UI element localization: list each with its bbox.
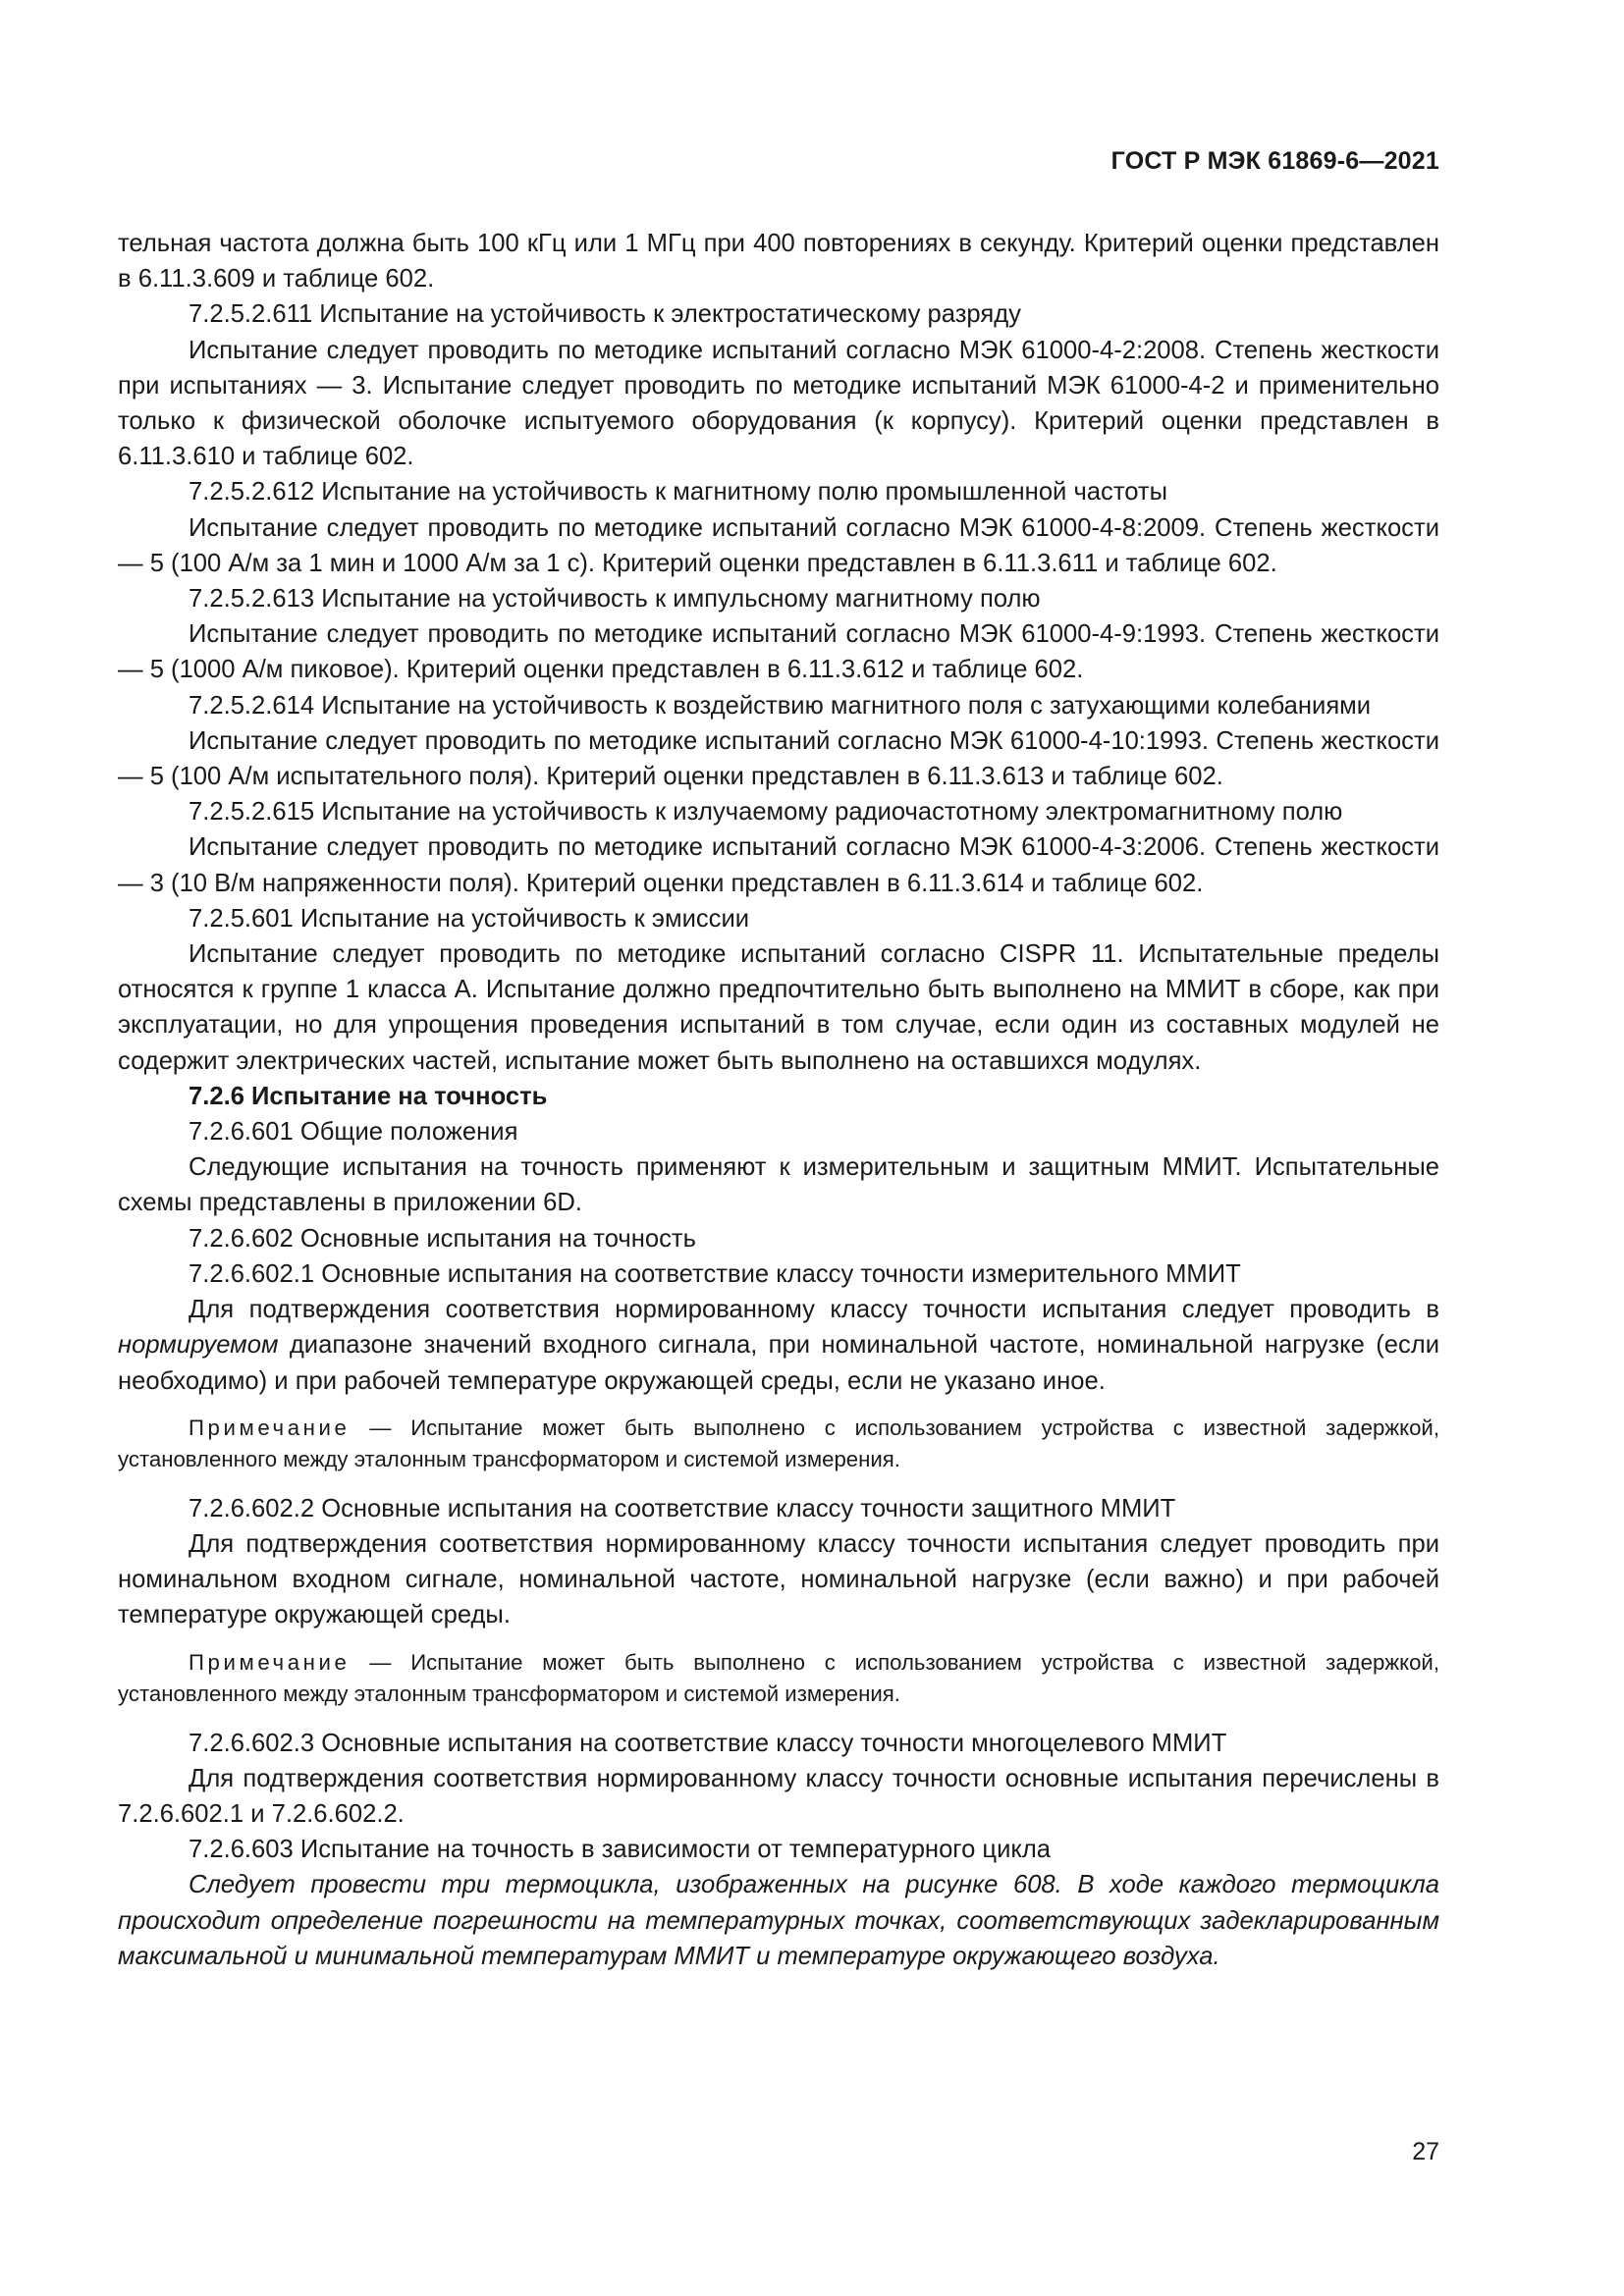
- paragraph: Для подтверждения соответствия нормированному классу точности испытания следует проводить при номинальном входном сигнале, номинальной частоте, номинальной нагрузке (если важно) и при рабочей температуре окружающей среды.: [118, 1529, 1439, 1629]
- paragraph-italic: Следует провести три термоцикла, изображенных на рисунке 608. В ходе каждого термоцикла происходит определение погрешности на температурных точках, соответствующих задекларированным максимальной и минимальной температурам ММИТ и температуре окружающего воздуха.: [118, 1871, 1439, 1970]
- section-heading: 7.2.6.601 Общие положения: [189, 1118, 518, 1147]
- section-heading: 7.2.5.2.613 Испытание на устойчивость к импульсному магнитному полю: [189, 585, 1041, 614]
- paragraph: Для подтверждения соответствия нормированному классу точности основные испытания перечислены в 7.2.6.602.1 и 7.2.6.602.2.: [118, 1764, 1439, 1828]
- section-heading-bold: 7.2.6 Испытание на точность: [189, 1082, 548, 1110]
- note-label: Примечание: [189, 1415, 351, 1440]
- paragraph: Следующие испытания на точность применяют к измерительным и защитным ММИТ. Испытательные схемы представлены в приложении 6D.: [118, 1153, 1439, 1217]
- section-heading: 7.2.6.603 Испытание на точность в зависимости от температурного цикла: [189, 1836, 1052, 1864]
- note-text: — Испытание может быть выполнено с использованием устройства с известной задержкой, установленного между эталонным трансформатором и системой измерения.: [118, 1649, 1439, 1706]
- paragraph: тельная частота должна быть 100 кГц или 1 МГц при 400 повторениях в секунду. Критерий оценки представлен в 6.11.3.609 и таблице 602.: [118, 230, 1439, 294]
- section-heading: 7.2.5.2.611 Испытание на устойчивость к электростатическому разряду: [189, 300, 1021, 329]
- paragraph: Испытание следует проводить по методике испытаний согласно МЭК 61000-4-3:2006. Степень жесткости — 3 (10 В/м напряженности поля). Критерий оценки представлен в 6.11.3.614 и таблице 602.: [118, 833, 1439, 897]
- paragraph: Испытание следует проводить по методике испытаний согласно МЭК 61000-4-2:2008. Степень жесткости при испытаниях — 3. Испытание следует проводить по методике испытаний МЭК 61000-4-2 и применительно только к физической оболочке испытуемого оборудования (к корпусу). Критерий оценки представлен в 6.11.3.610 и таблице 602.: [118, 336, 1439, 471]
- note: [118, 1413, 1439, 1475]
- note: [118, 1647, 1439, 1710]
- paragraph-text: диапазоне значений входного сигнала, при номинальной частоте, номинальной нагрузке (если необходимо) и при рабочей температуре окружающей среды, если не указано иное.: [118, 1331, 1439, 1395]
- section-heading: 7.2.6.602.3 Основные испытания на соответствие классу точности многоцелевого ММИТ: [189, 1729, 1227, 1757]
- paragraph: Испытание следует проводить по методике испытаний согласно CISPR 11. Испытательные пределы относятся к группе 1 класса А. Испытание должно предпочтительно быть выполнено на ММИТ в сборе, как при эксплуатации, но для упрощения проведения испытаний в том случае, если один из составных модулей не содержит электрических частей, испытание может быть выполнено на оставшихся модулях.: [118, 940, 1439, 1075]
- paragraph: [118, 1292, 1439, 1399]
- section-heading: 7.2.5.2.615 Испытание на устойчивость к излучаемому радиочастотному электромагнитному полю: [189, 798, 1343, 827]
- section-heading: 7.2.5.2.612 Испытание на устойчивость к магнитному полю промышленной частоты: [189, 478, 1168, 507]
- paragraph: Испытание следует проводить по методике испытаний согласно МЭК 61000-4-8:2009. Степень жесткости — 5 (100 А/м за 1 мин и 1000 А/м за 1 с). Критерий оценки представлен в 6.11.3.611 и таблице 602.: [118, 513, 1439, 577]
- note-label: Примечание: [189, 1649, 351, 1675]
- section-heading: 7.2.5.601 Испытание на устойчивость к эмиссии: [189, 904, 750, 933]
- paragraph-text: Для подтверждения соответствия нормированному классу точности испытания следует проводить в: [189, 1296, 1439, 1324]
- paragraph: Испытание следует проводить по методике испытаний согласно МЭК 61000-4-9:1993. Степень жесткости — 5 (1000 А/м пиковое). Критерий оценки представлен в 6.11.3.612 и таблице 602.: [118, 620, 1439, 684]
- page-number: 27: [1412, 2138, 1439, 2165]
- document-header: ГОСТ Р МЭК 61869-6—2021: [1110, 147, 1439, 175]
- paragraph: Испытание следует проводить по методике испытаний согласно МЭК 61000-4-10:1993. Степень жесткости — 5 (100 А/м испытательного поля). Критерий оценки представлен в 6.11.3.613 и таблице 602.: [118, 726, 1439, 791]
- document-body: [118, 226, 1439, 1974]
- note-text: — Испытание может быть выполнено с использованием устройства с известной задержкой, установленного между эталонным трансформатором и системой измерения.: [118, 1415, 1439, 1471]
- section-heading: 7.2.6.602.1 Основные испытания на соответствие классу точности измерительного ММИТ: [189, 1259, 1241, 1288]
- section-heading: 7.2.5.2.614 Испытание на устойчивость к воздействию магнитного поля с затухающими колебаниями: [189, 691, 1372, 720]
- italic-text: нормируемом: [118, 1331, 279, 1360]
- section-heading: 7.2.6.602.2 Основные испытания на соответствие классу точности защитного ММИТ: [189, 1494, 1176, 1522]
- section-heading: 7.2.6.602 Основные испытания на точность: [189, 1224, 696, 1253]
